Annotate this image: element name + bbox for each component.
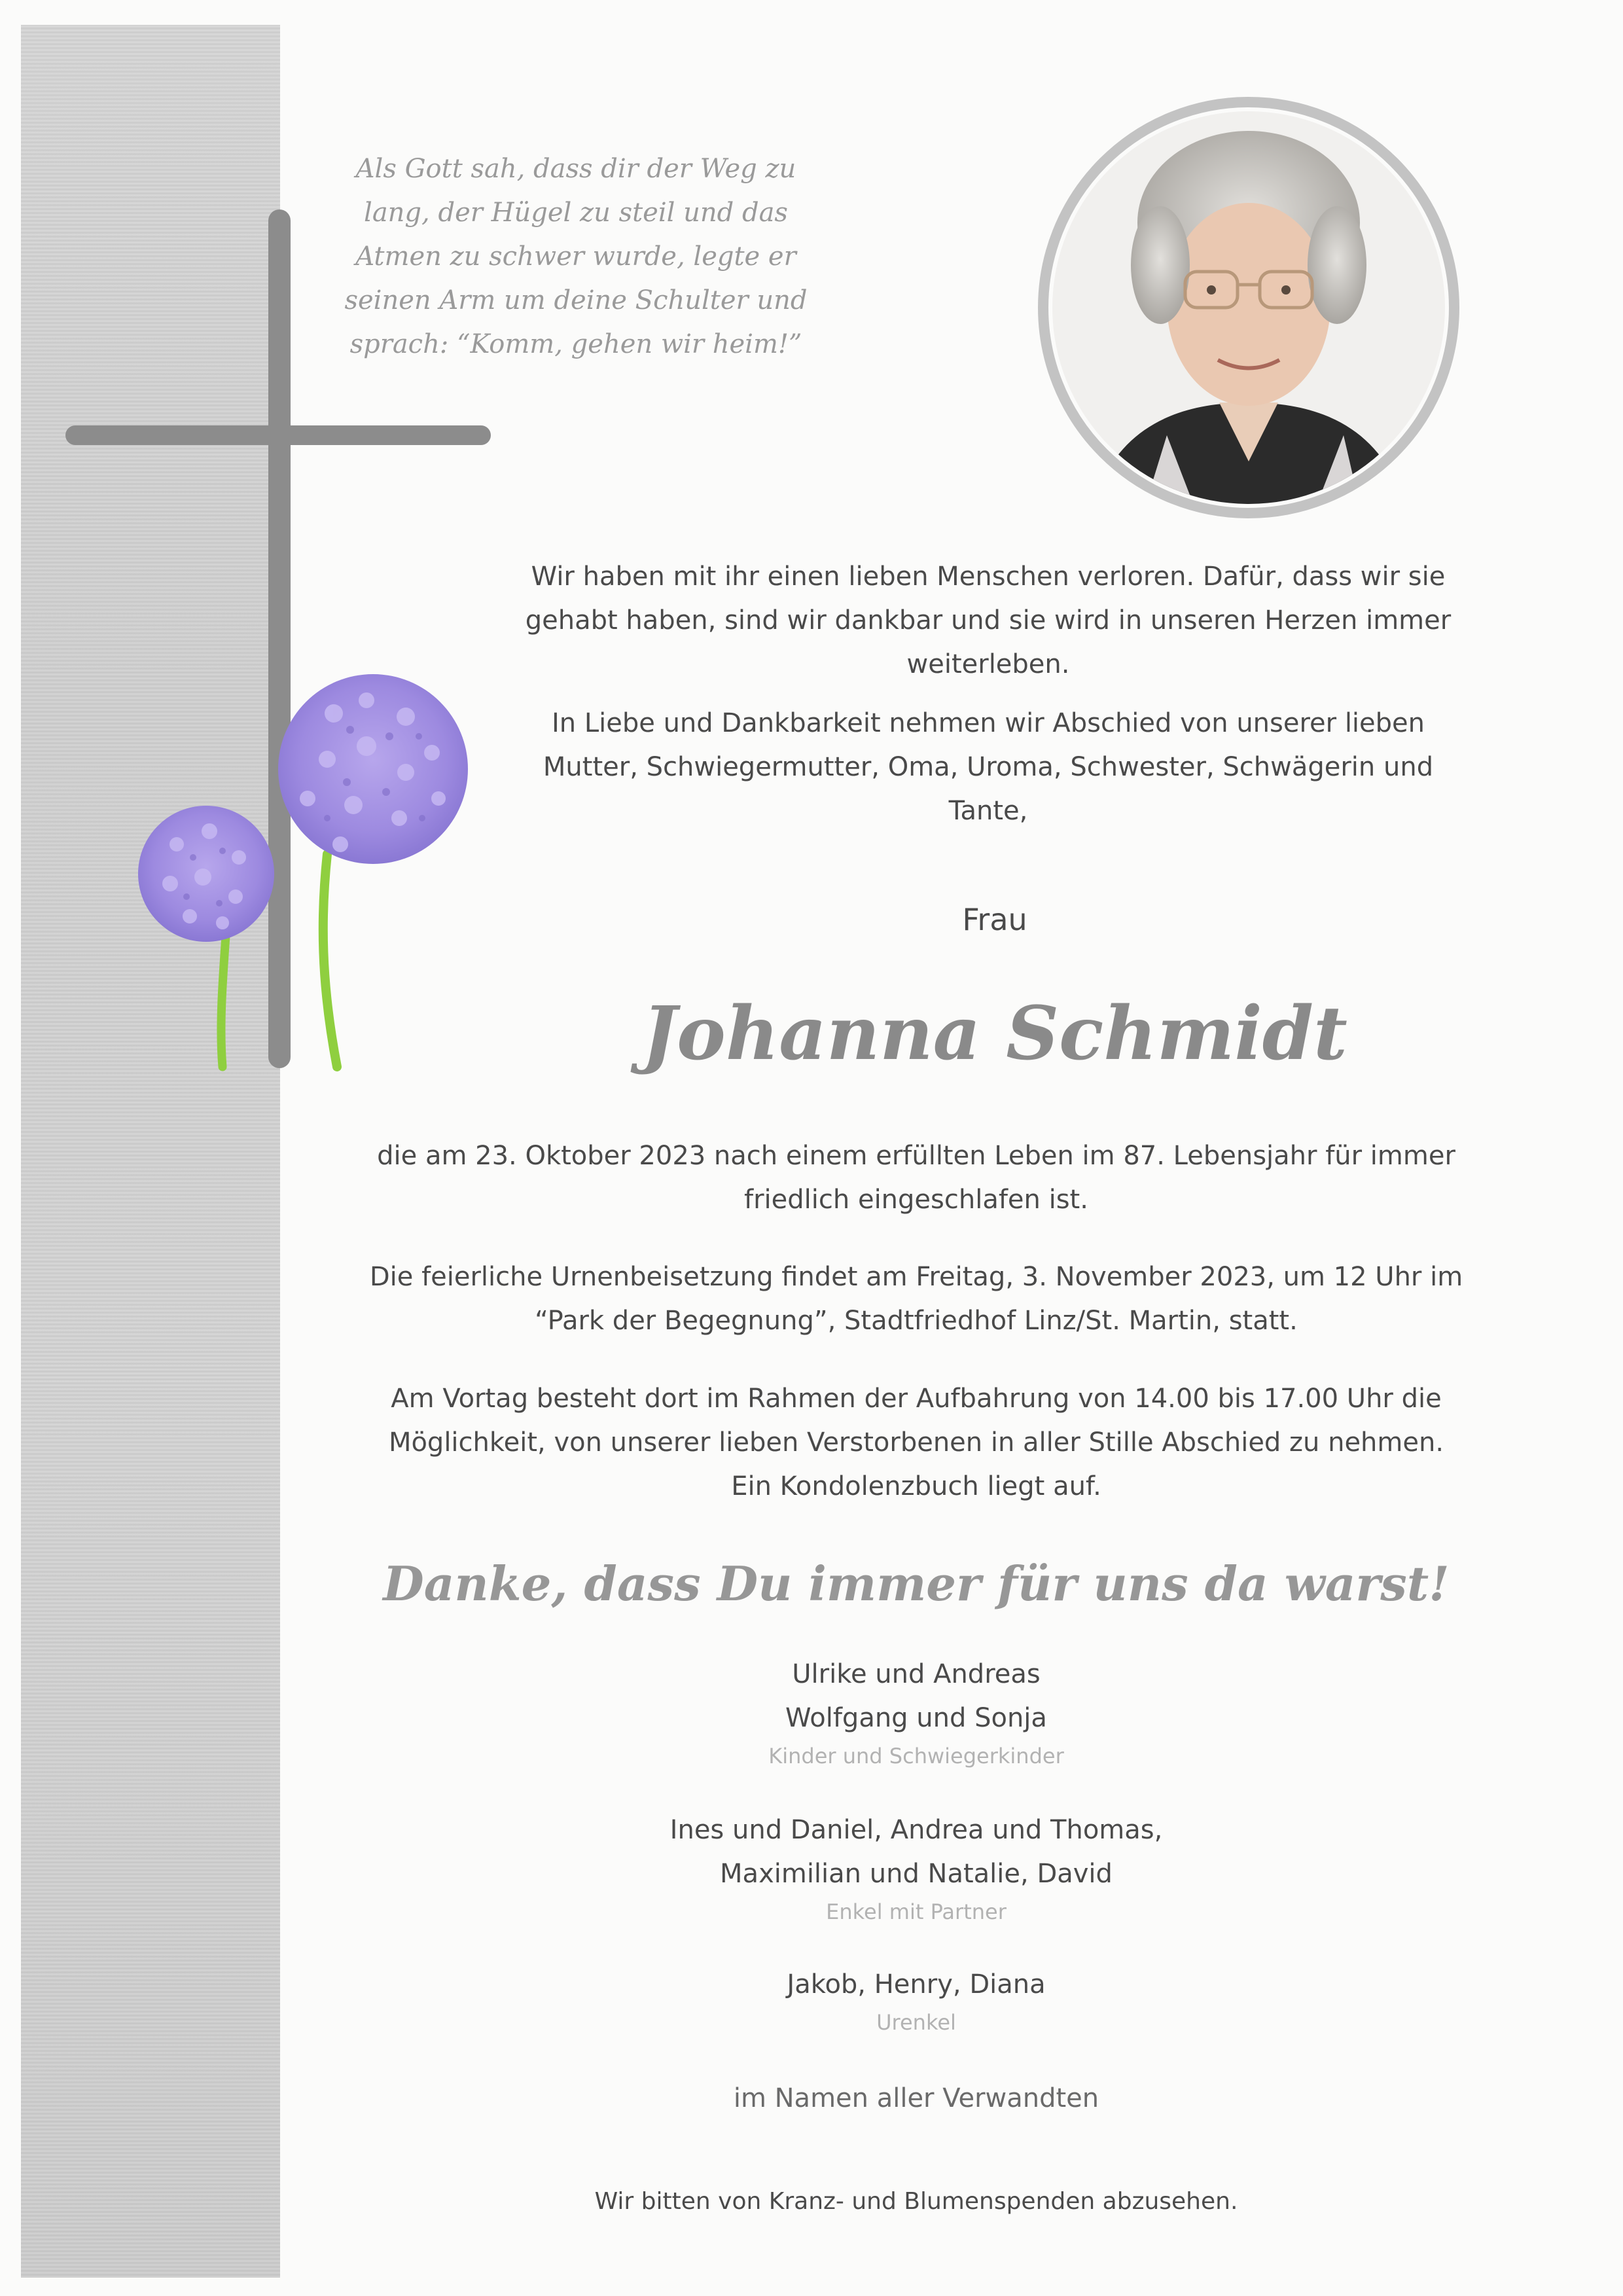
text-line: Am Vortag besteht dort im Rahmen der Aufbahrung von 14.00 bis 17.00 Uhr die (391, 1384, 1442, 1414)
quote-line: Atmen zu schwer wurde, legte er (355, 242, 796, 272)
funeral-details (327, 1255, 1505, 1343)
portrait-photo (1036, 95, 1461, 520)
text-line: Wir haben mit ihr einen lieben Menschen verloren. Dafür, dass wir sie (531, 562, 1446, 592)
text-line: In Liebe und Dankbarkeit nehmen wir Abschied von unserer lieben (551, 708, 1425, 738)
thanks-line: Danke, dass Du immer für uns da warst! (383, 1556, 1450, 1611)
relatives-line: im Namen aller Verwandten (733, 2083, 1099, 2113)
deceased-name: Johanna Schmidt (642, 991, 1347, 1077)
text-line: weiterleben. (906, 649, 1070, 679)
family-group-great-grandchildren (589, 1963, 1243, 2038)
family-names: Wolfgang und Sonja (785, 1703, 1047, 1733)
text-line: Tante, (948, 796, 1028, 826)
text-line: “Park der Begegnung”, Stadtfriedhof Linz/St. Martin, statt. (535, 1306, 1298, 1336)
family-relation: Enkel mit Partner (826, 1899, 1007, 1924)
quote-line: Als Gott sah, dass dir der Weg zu (355, 154, 796, 184)
death-notice (327, 1134, 1505, 1222)
family-names: Maximilian und Natalie, David (720, 1859, 1113, 1889)
text-line: Möglichkeit, von unserer lieben Verstorbenen in aller Stille Abschied zu nehmen. (388, 1427, 1444, 1458)
decorative-gray-stripe (21, 25, 280, 2278)
text-line: Ein Kondolenzbuch liegt auf. (731, 1471, 1101, 1501)
quote-line: sprach: “Komm, gehen wir heim!” (349, 329, 802, 359)
viewing-details (327, 1377, 1505, 1509)
salutation: Frau (962, 902, 1027, 937)
intro-paragraph (510, 555, 1466, 687)
text-line: friedlich eingeschlafen ist. (744, 1185, 1088, 1215)
family-names: Ines und Daniel, Andrea und Thomas, (669, 1815, 1163, 1845)
family-names: Ulrike und Andreas (792, 1659, 1041, 1689)
quote-line: seinen Arm um deine Schulter und (344, 285, 808, 315)
flower-donation-request: Wir bitten von Kranz- und Blumenspenden abzusehen. (594, 2188, 1238, 2215)
allium-flowers-illustration (131, 655, 484, 1073)
family-names: Jakob, Henry, Diana (787, 1969, 1046, 2000)
family-group-children (589, 1653, 1243, 1772)
quote-line: lang, der Hügel zu steil und das (364, 198, 788, 228)
memorial-quote (340, 147, 812, 367)
text-line: gehabt haben, sind wir dankbar und sie wird in unseren Herzen immer (525, 605, 1452, 636)
text-line: die am 23. Oktober 2023 nach einem erfüllten Leben im 87. Lebensjahr für immer (377, 1141, 1455, 1171)
family-relation: Urenkel (876, 2010, 956, 2035)
family-group-grandchildren (524, 1808, 1309, 1928)
text-line: Mutter, Schwiegermutter, Oma, Uroma, Schwester, Schwägerin und (543, 752, 1434, 782)
text-line: Die feierliche Urnenbeisetzung findet am Freitag, 3. November 2023, um 12 Uhr im (369, 1262, 1463, 1292)
cross-horizontal-beam (65, 425, 491, 445)
family-relation: Kinder und Schwiegerkinder (768, 1744, 1064, 1768)
farewell-paragraph (510, 702, 1466, 833)
